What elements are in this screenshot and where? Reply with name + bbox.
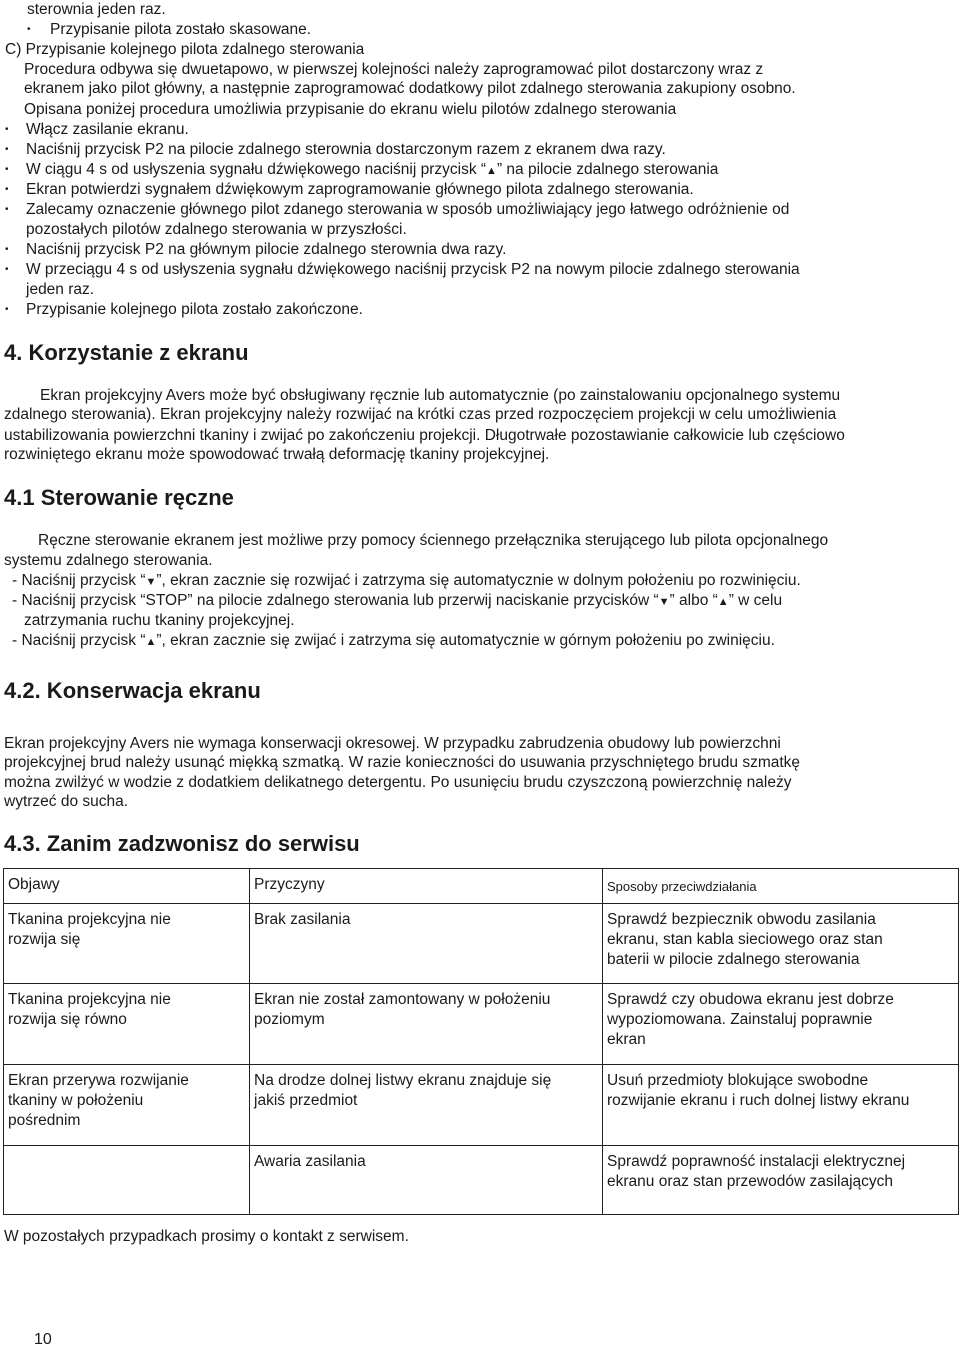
- table-header-cell: Objawy: [4, 869, 250, 904]
- text-segment: W ciągu 4 s od usłyszenia sygnału dźwiękowego naciśnij przycisk “: [26, 161, 487, 178]
- up-arrow-icon: ▲: [486, 165, 497, 177]
- page-number: 10: [34, 1331, 52, 1348]
- text-line: Ekran projekcyjny Avers może być obsługiwany ręcznie lub automatycznie (po zainstalowaniu opcjonalnego systemu: [40, 387, 841, 404]
- bullet-icon: •: [5, 184, 9, 195]
- table-header-cell: Sposoby przeciwdziałania: [603, 869, 959, 904]
- table-cell: Ekran nie został zamontowany w położeniu poziomym: [250, 984, 603, 1065]
- bullet-icon: •: [27, 24, 31, 35]
- text-line: [12, 631, 775, 652]
- text-line: Ekran projekcyjny Avers nie wymaga konserwacji okresowej. W przypadku zabrudzenia obudowy lub powierzchni: [4, 735, 781, 752]
- text-segment: ”, ekran zacznie się rozwijać i zatrzyma się automatycznie w dolnym położeniu po rozwinięciu.: [156, 572, 801, 589]
- text-line: Przypisanie pilota zostało skasowane.: [50, 21, 312, 38]
- text-line: Opisana poniżej procedura umożliwia przypisanie do ekranu wielu pilotów zdalnego sterowania: [24, 101, 677, 118]
- text-segment: ”, ekran zacznie się zwijać i zatrzyma się automatycznie w górnym położeniu po zwinięciu.: [156, 632, 775, 649]
- text-line: rozwiniętego ekranu może spowodować trwałą deformację tkaniny projekcyjnej.: [4, 446, 550, 463]
- text-segment: ” na pilocie zdalnego sterowania: [496, 161, 719, 178]
- text-line: Procedura odbywa się dwuetapowo, w pierwszej kolejności należy zaprogramować pilot dostarczony wraz z: [24, 61, 764, 78]
- text-segment: - Naciśnij przycisk “STOP” na pilocie zdalnego sterowania lub przerwij naciskanie przycisków “: [12, 592, 659, 609]
- text-line: zatrzymania ruchu tkaniny projekcyjnej.: [24, 612, 295, 629]
- bullet-icon: •: [5, 304, 9, 315]
- text-line: systemu zdalnego sterowania.: [4, 552, 213, 569]
- table-cell: Sprawdź poprawność instalacji elektrycznej ekranu oraz stan przewodów zasilających: [603, 1146, 959, 1215]
- text-segment: - Naciśnij przycisk “: [12, 572, 146, 589]
- section-title: 4. Korzystanie z ekranu: [4, 340, 249, 365]
- table-header-cell: Przyczyny: [250, 869, 603, 904]
- up-arrow-icon: ▲: [717, 596, 729, 608]
- text-line: Włącz zasilanie ekranu.: [26, 121, 189, 138]
- table-cell: Sprawdź czy obudowa ekranu jest dobrze wypoziomowana. Zainstaluj poprawnie ekran: [603, 984, 959, 1065]
- table-cell: Na drodze dolnej listwy ekranu znajduje się jakiś przedmiot: [250, 1065, 603, 1146]
- section-heading-c: C) Przypisanie kolejnego pilota zdalnego sterowania: [5, 41, 365, 58]
- bullet-icon: •: [5, 204, 9, 215]
- bullet-icon: •: [5, 164, 9, 175]
- text-line: wytrzeć do sucha.: [4, 793, 129, 810]
- footer-note: W pozostałych przypadkach prosimy o kontakt z serwisem.: [4, 1228, 409, 1245]
- text-segment: ” albo “: [669, 592, 718, 609]
- text-line: projekcyjnej brud należy usunąć miękką szmatką. W razie konieczności do usuwania przyschniętego brudu szmatkę: [4, 754, 801, 771]
- down-arrow-icon: ▼: [145, 576, 157, 588]
- text-line: ustabilizowania powierzchni tkaniny i zwijać po zakończeniu projekcji. Długotrwałe pozostawianie całkowicie lub częściowo: [4, 427, 845, 444]
- table-row: [4, 984, 959, 1065]
- table-cell: [4, 1146, 250, 1215]
- text-line: sterownia jeden raz.: [27, 1, 166, 18]
- text-line: Zalecamy oznaczenie głównego pilot zdanego sterowania w sposób umożliwiający jego łatwego odróżnienie od: [26, 201, 790, 218]
- table-row: [4, 1065, 959, 1146]
- text-line: Przypisanie kolejnego pilota zostało zakończone.: [26, 301, 363, 318]
- text-line: [26, 160, 718, 181]
- table-row: [4, 904, 959, 984]
- text-segment: - Naciśnij przycisk “: [12, 632, 146, 649]
- text-line: Naciśnij przycisk P2 na pilocie zdalnego sterownia dostarczonym razem z ekranem dwa razy.: [26, 141, 666, 158]
- section-title: 4.2. Konserwacja ekranu: [4, 678, 261, 703]
- table-cell: Awaria zasilania: [250, 1146, 603, 1215]
- section-title: 4.1 Sterowanie ręczne: [4, 485, 234, 510]
- section-title: 4.3. Zanim zadzwonisz do serwisu: [4, 831, 360, 856]
- text-line: Ekran potwierdzi sygnałem dźwiękowym zaprogramowanie głównego pilota zdalnego sterowania.: [26, 181, 694, 198]
- text-line: ekranem jako pilot główny, a następnie zaprogramować dodatkowy pilot zdalnego sterowania zakupiony osobno.: [24, 80, 796, 97]
- text-line: pozostałych pilotów zdalnego sterowania w przyszłości.: [26, 221, 407, 238]
- bullet-icon: •: [5, 264, 9, 275]
- troubleshooting-table: [3, 868, 959, 1215]
- text-line: Naciśnij przycisk P2 na głównym pilocie zdalnego sterownia dwa razy.: [26, 241, 507, 258]
- table-cell: Ekran przerywa rozwijanie tkaniny w położeniu pośrednim: [4, 1065, 250, 1146]
- down-arrow-icon: ▼: [658, 596, 670, 608]
- text-line: W przeciągu 4 s od usłyszenia sygnału dźwiękowego naciśnij przycisk P2 na nowym pilocie zdalnego sterowania: [26, 261, 800, 278]
- text-line: zdalnego sterowania). Ekran projekcyjny należy rozwijać na krótki czas przed rozpoczęciem projekcji w celu umożliwienia: [4, 406, 837, 423]
- table-cell: Tkanina projekcyjna nie rozwija się: [4, 904, 250, 984]
- bullet-icon: •: [5, 124, 9, 135]
- table-cell: Usuń przedmioty blokujące swobodne rozwijanie ekranu i ruch dolnej listwy ekranu: [603, 1065, 959, 1146]
- text-segment: ” w celu: [728, 592, 783, 609]
- table-cell: Brak zasilania: [250, 904, 603, 984]
- bullet-icon: •: [5, 144, 9, 155]
- text-line: jeden raz.: [26, 281, 95, 298]
- table-row: [4, 1146, 959, 1215]
- table-cell: Sprawdź bezpiecznik obwodu zasilania ekranu, stan kabla sieciowego oraz stan baterii w pilocie zdalnego sterowania: [603, 904, 959, 984]
- table-cell: Tkanina projekcyjna nie rozwija się równo: [4, 984, 250, 1065]
- table-header-row: [4, 869, 959, 904]
- text-line: Ręczne sterowanie ekranem jest możliwe przy pomocy ściennego przełącznika sterującego lub pilota opcjonalnego: [38, 532, 829, 549]
- text-line: można zwilżyć w wodzie z dodatkiem delikatnego detergentu. Po usunięciu brudu czyszczoną powierzchnię należy: [4, 774, 792, 791]
- up-arrow-icon: ▲: [145, 636, 157, 648]
- text-line: [12, 571, 801, 592]
- text-line: [12, 591, 782, 612]
- bullet-icon: •: [5, 244, 9, 255]
